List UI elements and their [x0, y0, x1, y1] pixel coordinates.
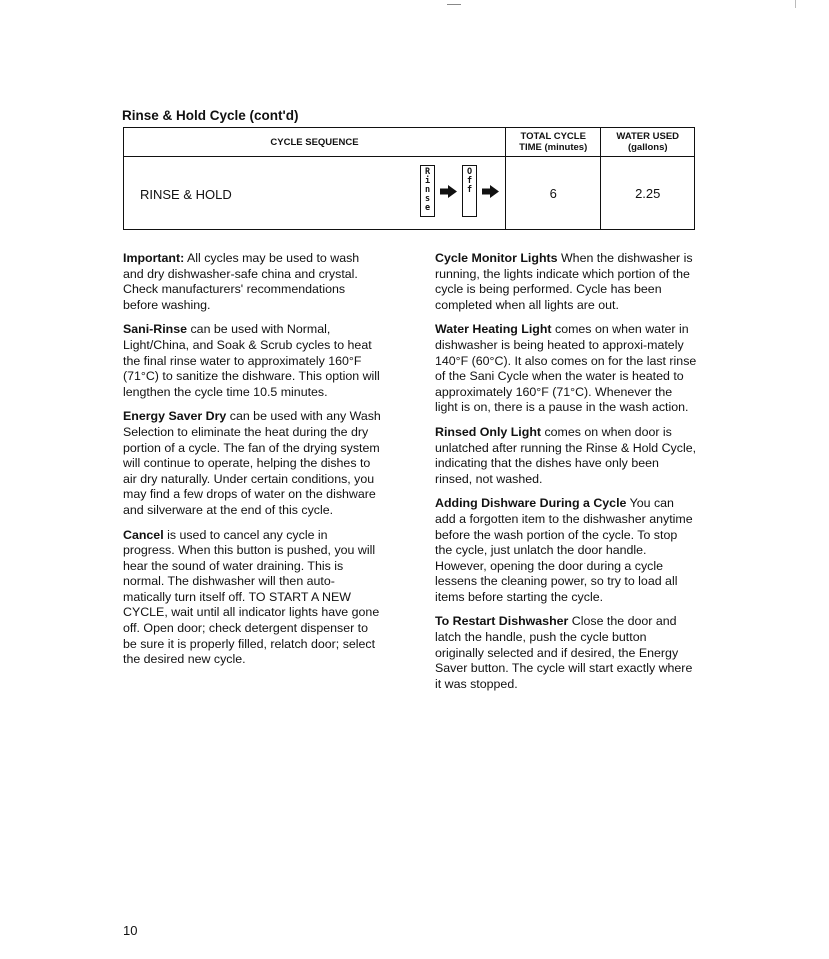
- paragraph-lead: Rinsed Only Light: [435, 424, 542, 439]
- stage-letter: i: [424, 176, 431, 186]
- arrow-right-icon: [482, 185, 499, 198]
- cycle-name: RINSE & HOLD: [140, 187, 232, 202]
- right-text-column: [435, 251, 697, 701]
- stage-letter: f: [466, 185, 473, 195]
- stage-letter: f: [466, 176, 473, 186]
- stage-letter: s: [424, 194, 431, 204]
- top-scan-mark: [447, 0, 461, 5]
- paragraph-body: comes on when water in dishwasher is being heated to approxi-mately 140°F (60°C). It also comes on for the last rinse of the Sani Cycle when the water is heated to approximately 160°F (71°C). Whenever the light is on, there is a pause in the wash action.: [435, 322, 697, 415]
- paragraph-body: is used to cancel any cycle in progress. When this button is pushed, you will hear the sound of water draining. This is normal. The dishwasher will then auto-matically turn itself off. TO START A NEW CYCLE, wait until all indicator lights have gone off. Open door; check detergent dispenser to be sure it is properly filled, relatch door; select the desired new cycle.: [123, 527, 380, 667]
- header-water-line2: (gallons): [627, 142, 668, 153]
- sequence-cell: [124, 157, 506, 230]
- arrow-right-icon: [440, 185, 457, 198]
- off-stage-box: [462, 165, 477, 217]
- paragraph-rinsed-only-light: [435, 425, 697, 487]
- paragraph-energy-saver-dry: [123, 409, 381, 518]
- page-number: 10: [123, 923, 138, 938]
- paragraph-lead: Energy Saver Dry: [123, 409, 227, 424]
- paragraph-lead: To Restart Dishwasher: [435, 614, 569, 629]
- left-text-column: [123, 251, 381, 677]
- header-time-line2: TIME (minutes): [519, 142, 588, 153]
- paragraph-body: can be used with any Wash Selection to eliminate the heat during the dry portion of a cycle. The fan of the drying system will continue to operate, helping the dishes to air dry naturally. Under certain conditions, you may find a few drops of water on the dishware and silverware at the end of this cycle.: [123, 409, 381, 517]
- paragraph-lead: Sani-Rinse: [123, 322, 188, 337]
- header-water-used: [601, 128, 695, 157]
- paragraph-body: When the dishwasher is running, the lights indicate which portion of the cycle is being performed. Cycle has been completed when all lights are out.: [435, 251, 693, 312]
- paragraph-body: All cycles may be used to wash and dry dishwasher-safe china and crystal. Check manufacturers' recommendations before washing.: [123, 251, 360, 312]
- cycle-time-value: 6: [505, 157, 601, 230]
- paragraph-body: can be used with Normal, Light/China, and Soak & Scrub cycles to heat the final rinse water to approximately 160°F (71°C) to sanitize the dishware. This option will lengthen the cycle time 10.5 minutes.: [123, 322, 380, 399]
- stage-letter: e: [424, 203, 431, 213]
- paragraph-sani-rinse: [123, 322, 381, 400]
- paragraph-lead: Cycle Monitor Lights: [435, 251, 558, 265]
- paragraph-body: You can add a forgotten item to the dishwasher anytime before the wash portion of the cycle. To stop the cycle, just unlatch the door handle. However, opening the door during a cycle lessens the cleaning power, so try to load all items before starting the cycle.: [435, 496, 693, 604]
- table-row: [124, 157, 695, 230]
- water-used-value: 2.25: [601, 157, 695, 230]
- paragraph-adding-dishware: [435, 496, 697, 605]
- paragraph-body: comes on when door is unlatched after running the Rinse & Hold Cycle, indicating that the dishes have only been rinsed, not washed.: [435, 424, 697, 486]
- stage-letter: R: [424, 167, 431, 177]
- paragraph-cancel: [123, 528, 381, 668]
- sequence-diagram: [420, 165, 504, 217]
- paragraph-body: Close the door and latch the handle, push the cycle button originally selected and if desired, the Energy Saver button. The cycle will start exactly where it was stopped.: [435, 614, 693, 691]
- rinse-stage-box: [420, 165, 435, 217]
- paragraph-restart-dishwasher: [435, 614, 697, 692]
- stage-letter: O: [466, 167, 473, 177]
- section-title: Rinse & Hold Cycle (cont'd): [122, 108, 299, 123]
- edge-scan-mark: [795, 0, 796, 8]
- paragraph-lead: Water Heating Light: [435, 322, 552, 337]
- cycle-table: [123, 127, 695, 230]
- paragraph-cycle-monitor-lights: [435, 251, 697, 313]
- paragraph-water-heating-light: [435, 322, 697, 416]
- header-water-line1: WATER USED: [616, 131, 680, 142]
- paragraph-lead: Adding Dishware During a Cycle: [435, 496, 627, 511]
- table-header-row: [124, 128, 695, 157]
- paragraph-important: [123, 251, 381, 313]
- header-total-cycle-time: [505, 128, 601, 157]
- header-cycle-sequence: CYCLE SEQUENCE: [124, 128, 506, 157]
- header-time-line1: TOTAL CYCLE: [520, 131, 586, 142]
- paragraph-lead: Cancel: [123, 527, 164, 542]
- paragraph-lead: Important:: [123, 251, 185, 265]
- stage-letter: n: [424, 185, 431, 195]
